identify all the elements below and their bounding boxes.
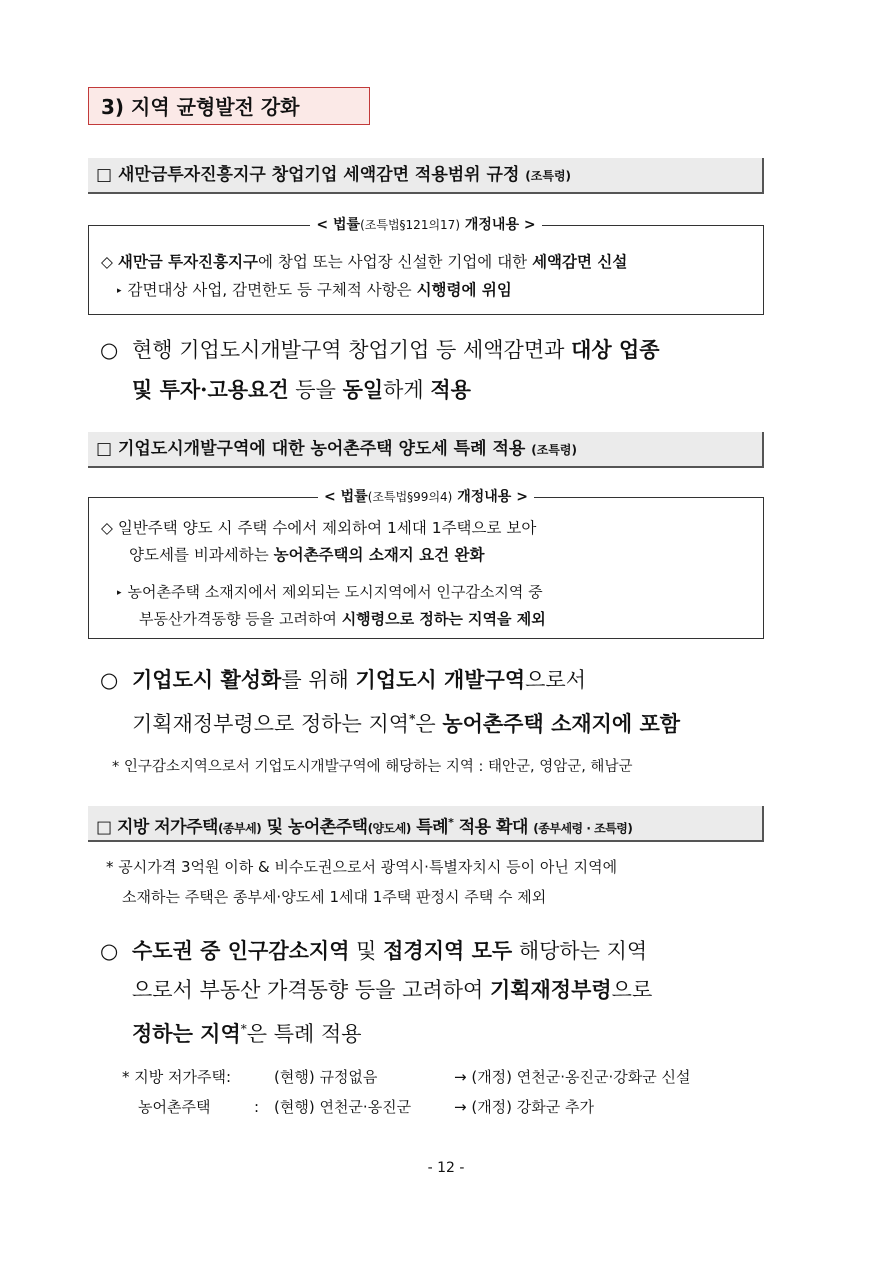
checkbox-mark: □ [96,165,113,185]
law-ref: (조특법§121의17) [360,218,460,232]
paragraph-3-line-1: ○ 수도권 중 인구감소지역 및 접경지역 모두 해당하는 지역 [100,938,648,963]
checkbox-mark: □ [96,439,113,459]
subheader-tag: (조특령) [531,443,577,457]
law-sub-line: ▸ 농어촌주택 소재지에서 제외되는 도시지역에서 인구감소지역 중 [117,583,543,601]
page-number: - 12 - [427,1160,465,1176]
circle-bullet-icon: ○ [100,338,119,362]
subheader-tag: (조특령) [525,169,572,183]
law-line: ◇ 새만금 투자진흥지구에 창업 또는 사업장 신설한 기업에 대한 세액감면 신설 [101,253,628,271]
note-special-case-l2: 소재하는 주택은 종부세·양도세 1세대 1주택 판정시 주택 수 제외 [122,888,547,906]
paragraph-3-line-3: 정하는 지역*은 특례 적용 [132,1021,362,1046]
law-box-header: < 법률(조특법§99의4) 개정내용 > [89,488,763,506]
law-sub-line: ▸ 감면대상 사업, 감면한도 등 구체적 사항은 시행령에 위임 [117,281,512,299]
subheader-saemangeum [88,158,764,194]
subheader-title: 기업도시개발구역에 대한 농어촌주택 양도세 특례 적용 [117,439,526,459]
law-box-1 [88,217,764,315]
circle-bullet-icon: ○ [100,939,119,963]
triangle-bullet-icon: ▸ [117,588,122,598]
law-line: ◇ 일반주택 양도 시 주택 수에서 제외하여 1세대 1주택으로 보아 [101,519,537,537]
paragraph-2-line-1: ○ 기업도시 활성화를 위해 기업도시 개발구역으로서 [100,667,586,692]
paragraph-3-line-2: 으로서 부동산 가격동향 등을 고려하여 기획재정부령으로 [132,977,653,1002]
diamond-icon: ◇ [101,253,113,271]
checkbox-mark: □ [96,817,112,838]
section-title: 3) 지역 균형발전 강화 [88,87,370,125]
law-label: 법률 [340,489,368,505]
paragraph-1-line-2: 및 투자·고용요건 등을 동일하게 적용 [132,377,471,402]
law-ref: (조특법§99의4) [367,490,453,504]
law-box-2 [88,489,764,639]
law-sub-line-cont: 부동산가격동향 등을 고려하여 시행령으로 정하는 지역을 제외 [139,610,546,628]
footnote-population-decline: * 인구감소지역으로서 기업도시개발구역에 해당하는 지역 : 태안군, 영암군, 해남군 [112,759,633,775]
note-region-change-l2: 농어촌주택 : (현행) 연천군·옹진군 → (개정) 강화군 추가 [138,1098,595,1116]
law-line-cont: 양도세를 비과세하는 농어촌주택의 소재지 요건 완화 [129,546,485,564]
subheader-tag: (종부세령 · 조특령) [533,821,633,836]
triangle-bullet-icon: ▸ [117,286,122,296]
note-special-case-l1: * 공시가격 3억원 이하 & 비수도권으로서 광역시·특별자치시 등이 아닌 지역에 [106,858,618,876]
paragraph-1-line-1: ○ 현행 기업도시개발구역 창업기업 등 세액감면과 대상 업종 [100,337,660,362]
law-box-header: < 법률(조특법§121의17) 개정내용 > [89,216,763,234]
subheader-enterprise-city [88,432,764,468]
circle-bullet-icon: ○ [100,668,119,692]
law-label: 법률 [333,217,361,233]
subheader-low-price-housing: □ 지방 저가주택(종부세) 및 농어촌주택(양도세) 특례* 적용 확대 (종부세령 · 조특령) [88,806,764,842]
diamond-icon: ◇ [101,519,113,537]
note-region-change-l1: * 지방 저가주택: (현행) 규정없음 → (개정) 연천군·옹진군·강화군 신설 [122,1068,691,1086]
subheader-title: 새만금투자진흥지구 창업기업 세액감면 적용범위 규정 [117,165,520,185]
paragraph-2-line-2: 기획재정부령으로 정하는 지역*은 농어촌주택 소재지에 포함 [132,711,681,736]
